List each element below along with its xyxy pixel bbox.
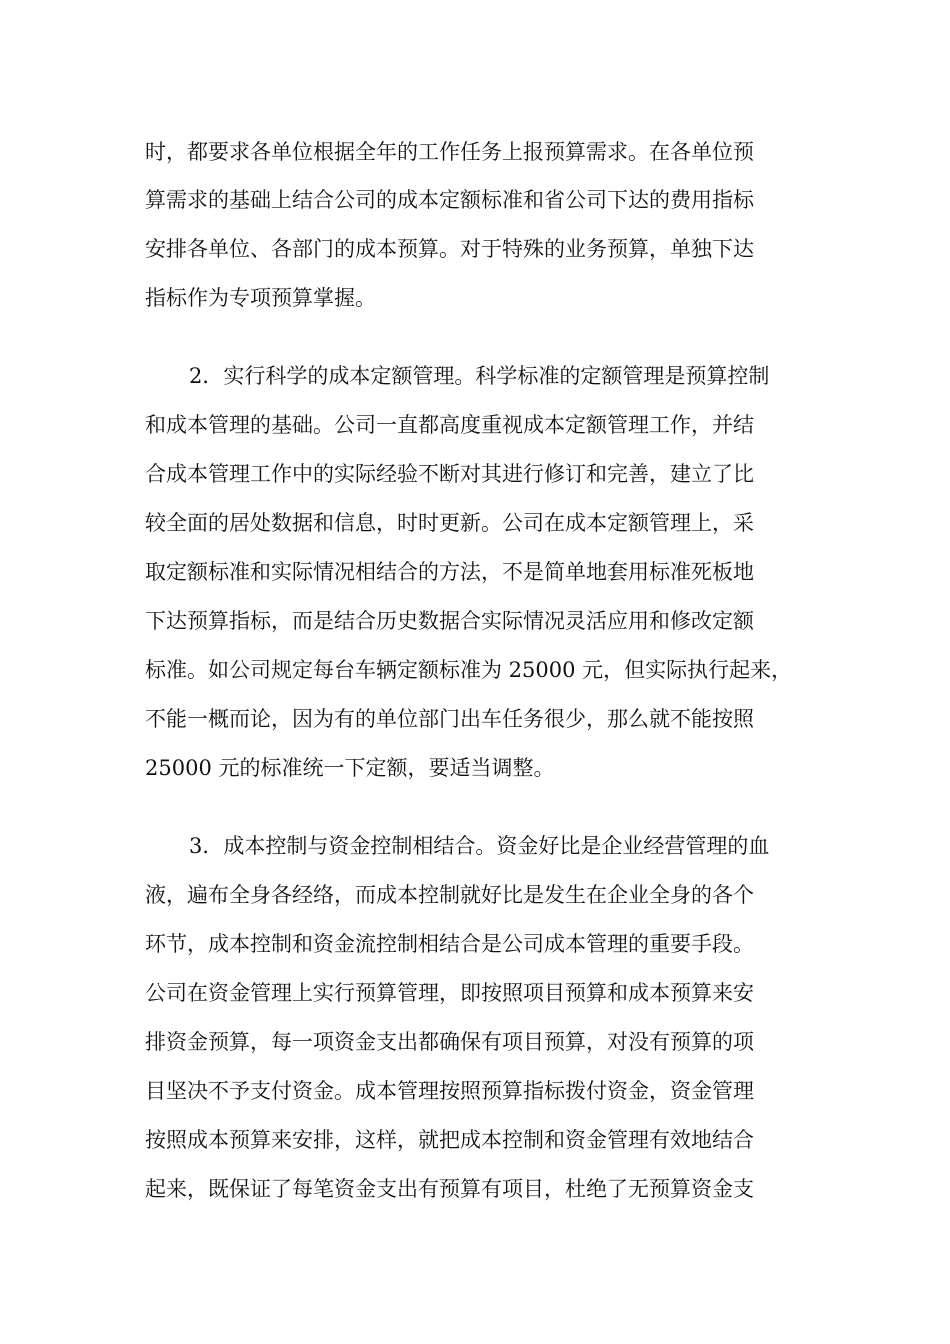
text-line: 安排各单位、各部门的成本预算。对于特殊的业务预算，单独下达 [145, 237, 754, 261]
text-line: 目坚决不予支付资金。成本管理按照预算指标拨付资金，资金管理 [145, 1079, 754, 1103]
text-line: 下达预算指标，而是结合历史数据合实际情况灵活应用和修改定额 [145, 609, 754, 633]
text-line: 合成本管理工作中的实际经验不断对其进行修订和完善，建立了比 [145, 462, 754, 486]
text-line: 环节，成本控制和资金流控制相结合是公司成本管理的重要手段。 [145, 932, 754, 956]
text-line: 液，遍布全身各经络，而成本控制就好比是发生在企业全身的各个 [145, 883, 754, 907]
text-line: 公司在资金管理上实行预算管理，即按照项目预算和成本预算来安 [145, 981, 754, 1005]
text-line: 和成本管理的基础。公司一直都高度重视成本定额管理工作，并结 [145, 413, 754, 437]
text-line: 标准。如公司规定每台车辆定额标准为 25000 元，但实际执行起来， [145, 658, 793, 682]
text-line: 按照成本预算来安排，这样，就把成本控制和资金管理有效地结合 [145, 1128, 754, 1152]
text-line: 取定额标准和实际情况相结合的方法，不是简单地套用标准死板地 [145, 560, 754, 584]
text-line: 25000 元的标准统一下定额，要适当调整。 [145, 756, 555, 780]
text-line: 不能一概而论，因为有的单位部门出车任务很少，那么就不能按照 [145, 707, 754, 731]
text-line: 3．成本控制与资金控制相结合。资金好比是企业经营管理的血 [189, 834, 770, 858]
text-line: 时，都要求各单位根据全年的工作任务上报预算需求。在各单位预 [145, 140, 754, 164]
text-line: 指标作为专项预算掌握。 [145, 286, 376, 310]
text-line: 起来，既保证了每笔资金支出有预算有项目，杜绝了无预算资金支 [145, 1177, 754, 1201]
text-line: 2．实行科学的成本定额管理。科学标准的定额管理是预算控制 [189, 364, 770, 388]
text-line: 较全面的居处数据和信息，时时更新。公司在成本定额管理上，采 [145, 511, 754, 535]
text-line: 排资金预算，每一项资金支出都确保有项目预算，对没有预算的项 [145, 1030, 754, 1054]
text-line: 算需求的基础上结合公司的成本定额标准和省公司下达的费用指标 [145, 188, 754, 212]
